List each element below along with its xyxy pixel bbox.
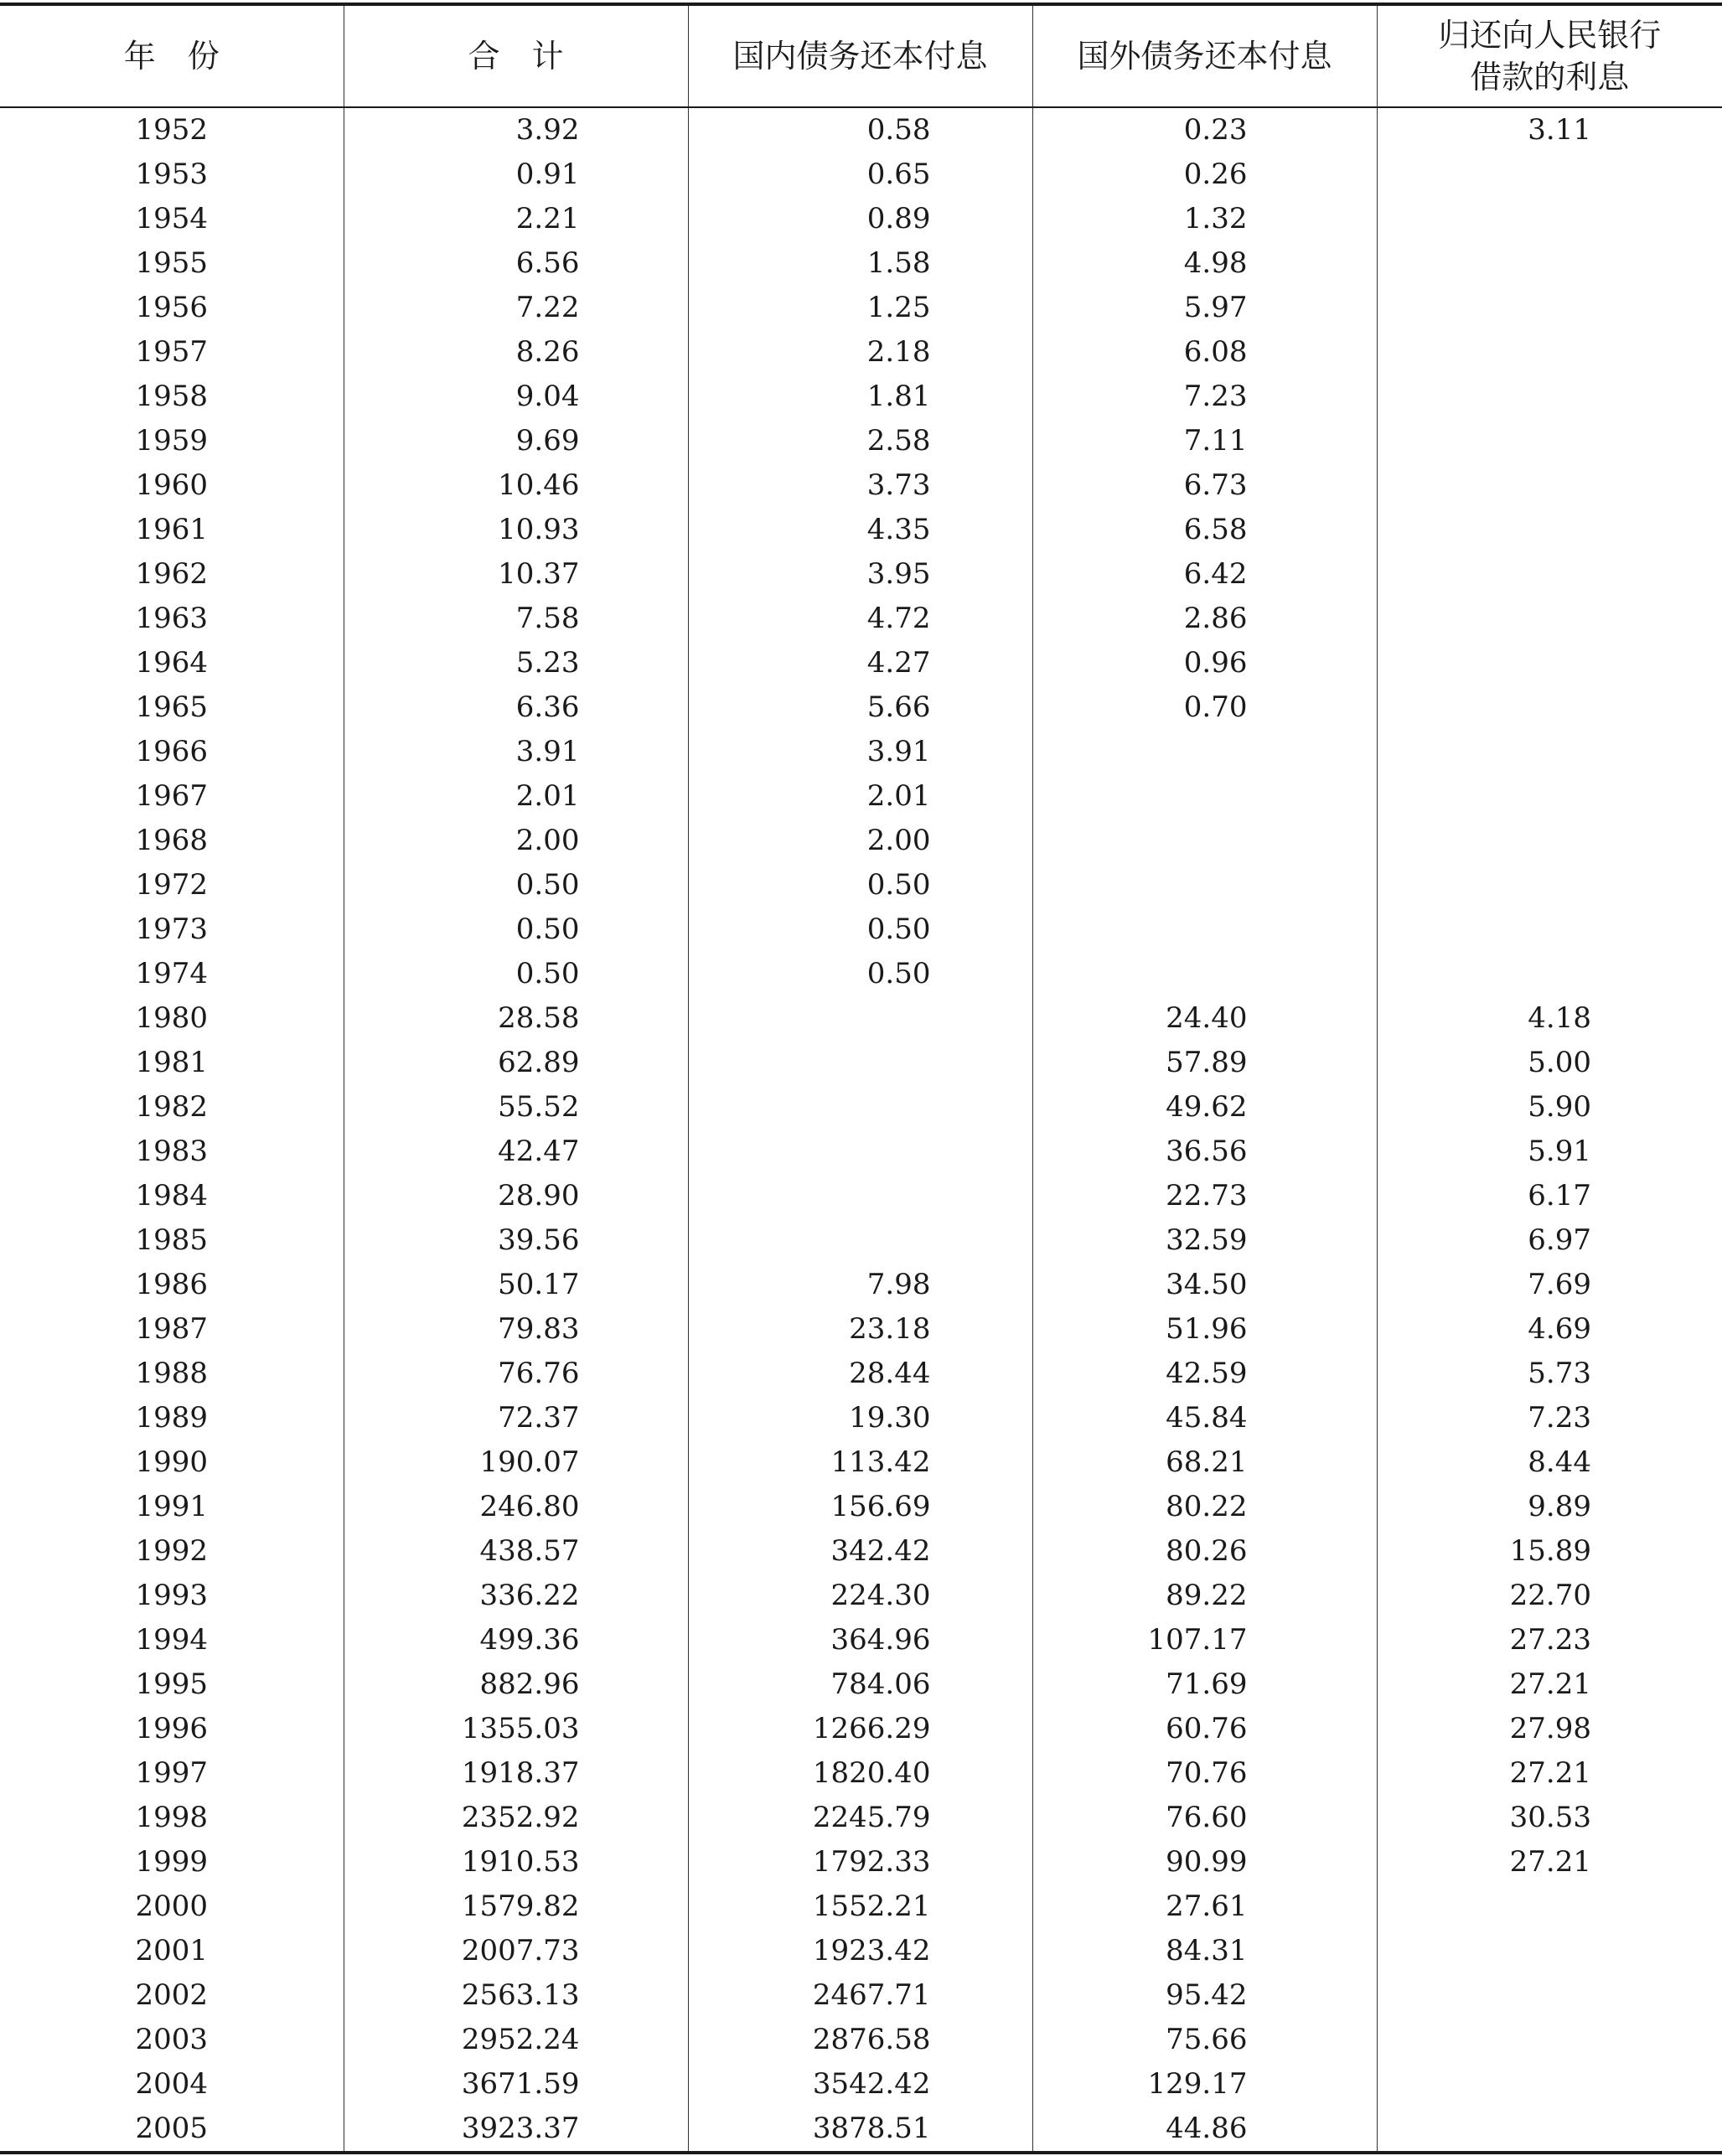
cell-domestic-debt: 0.50 xyxy=(688,952,1032,996)
cell-foreign-debt: 24.40 xyxy=(1032,996,1377,1041)
cell-pbc-loan-interest: 5.90 xyxy=(1377,1085,1722,1130)
table-row xyxy=(0,1218,1722,1263)
cell-foreign-debt: 7.11 xyxy=(1032,419,1377,463)
cell-total: 2352.92 xyxy=(344,1796,688,1840)
cell-year: 1956 xyxy=(135,291,209,324)
cell-pbc-loan-interest xyxy=(1377,153,1722,197)
table-row xyxy=(0,730,1722,774)
cell-foreign-debt: 84.31 xyxy=(1032,1929,1377,1973)
cell-pbc-loan-interest: 27.21 xyxy=(1377,1751,1722,1796)
cell-domestic-debt: 784.06 xyxy=(688,1662,1032,1707)
cell-pbc-loan-interest: 27.21 xyxy=(1377,1662,1722,1707)
header-pbc-loan-interest-text: 归还向人民银行借款的利息 xyxy=(1438,17,1662,96)
cell-year: 1959 xyxy=(135,424,209,458)
cell-domestic-debt: 156.69 xyxy=(688,1485,1032,1529)
table-row xyxy=(0,2107,1722,2153)
cell-total: 39.56 xyxy=(344,1218,688,1263)
cell-pbc-loan-interest: 7.23 xyxy=(1377,1396,1722,1440)
cell-total: 50.17 xyxy=(344,1263,688,1307)
cell-foreign-debt: 1.32 xyxy=(1032,197,1377,241)
cell-pbc-loan-interest xyxy=(1377,419,1722,463)
table-row xyxy=(0,1396,1722,1440)
cell-foreign-debt: 45.84 xyxy=(1032,1396,1377,1440)
table-row xyxy=(0,552,1722,597)
cell-pbc-loan-interest xyxy=(1377,2018,1722,2062)
cell-foreign-debt: 6.42 xyxy=(1032,552,1377,597)
table-row xyxy=(0,1574,1722,1618)
cell-total: 76.76 xyxy=(344,1352,688,1396)
table-row xyxy=(0,1130,1722,1174)
cell-total: 2.01 xyxy=(344,774,688,819)
table-row xyxy=(0,597,1722,641)
cell-total: 2.21 xyxy=(344,197,688,241)
cell-domestic-debt: 1792.33 xyxy=(688,1840,1032,1885)
cell-pbc-loan-interest: 3.11 xyxy=(1377,107,1722,153)
table-row xyxy=(0,1707,1722,1751)
cell-foreign-debt: 71.69 xyxy=(1032,1662,1377,1707)
cell-pbc-loan-interest: 5.00 xyxy=(1377,1041,1722,1085)
cell-pbc-loan-interest xyxy=(1377,463,1722,508)
table-row xyxy=(0,1885,1722,1929)
cell-pbc-loan-interest: 15.89 xyxy=(1377,1529,1722,1574)
cell-pbc-loan-interest xyxy=(1377,552,1722,597)
cell-total: 79.83 xyxy=(344,1307,688,1352)
cell-pbc-loan-interest: 27.21 xyxy=(1377,1840,1722,1885)
table-row xyxy=(0,508,1722,552)
cell-foreign-debt xyxy=(1032,819,1377,863)
cell-pbc-loan-interest: 9.89 xyxy=(1377,1485,1722,1529)
cell-total: 882.96 xyxy=(344,1662,688,1707)
cell-domestic-debt: 7.98 xyxy=(688,1263,1032,1307)
cell-year: 1958 xyxy=(135,380,209,413)
cell-domestic-debt: 113.42 xyxy=(688,1440,1032,1485)
cell-pbc-loan-interest xyxy=(1377,1885,1722,1929)
cell-year: 1961 xyxy=(135,513,209,546)
cell-foreign-debt: 0.26 xyxy=(1032,153,1377,197)
cell-year: 1955 xyxy=(135,246,209,280)
cell-total: 72.37 xyxy=(344,1396,688,1440)
cell-year: 1972 xyxy=(135,868,209,902)
cell-domestic-debt xyxy=(688,1085,1032,1130)
cell-domestic-debt: 4.35 xyxy=(688,508,1032,552)
header-year: 年 份 xyxy=(0,4,344,107)
cell-pbc-loan-interest: 30.53 xyxy=(1377,1796,1722,1840)
cell-total: 28.90 xyxy=(344,1174,688,1218)
cell-foreign-debt: 34.50 xyxy=(1032,1263,1377,1307)
cell-domestic-debt: 3878.51 xyxy=(688,2107,1032,2153)
cell-domestic-debt: 0.50 xyxy=(688,863,1032,907)
table-row xyxy=(0,685,1722,730)
cell-year: 1973 xyxy=(135,913,209,946)
cell-foreign-debt: 6.08 xyxy=(1032,330,1377,375)
cell-year: 1980 xyxy=(135,1001,209,1035)
cell-foreign-debt: 5.97 xyxy=(1032,286,1377,330)
cell-year: 1968 xyxy=(135,824,209,857)
cell-year: 1987 xyxy=(135,1312,209,1346)
table-row xyxy=(0,330,1722,375)
cell-total: 6.36 xyxy=(344,685,688,730)
cell-total: 2.00 xyxy=(344,819,688,863)
header-total: 合 计 xyxy=(344,4,688,107)
cell-domestic-debt: 19.30 xyxy=(688,1396,1032,1440)
cell-year: 2000 xyxy=(135,1890,209,1923)
cell-total: 6.56 xyxy=(344,241,688,286)
cell-pbc-loan-interest xyxy=(1377,641,1722,685)
cell-total: 10.93 xyxy=(344,508,688,552)
cell-domestic-debt: 4.72 xyxy=(688,597,1032,641)
table-row xyxy=(0,2018,1722,2062)
cell-domestic-debt: 2.01 xyxy=(688,774,1032,819)
table-row xyxy=(0,463,1722,508)
cell-year: 2005 xyxy=(0,2107,344,2153)
cell-total: 28.58 xyxy=(344,996,688,1041)
table-row xyxy=(0,952,1722,996)
table-row xyxy=(0,774,1722,819)
table-row xyxy=(0,863,1722,907)
table-row xyxy=(0,1174,1722,1218)
cell-total: 42.47 xyxy=(344,1130,688,1174)
cell-domestic-debt: 1.25 xyxy=(688,286,1032,330)
cell-domestic-debt: 342.42 xyxy=(688,1529,1032,1574)
cell-total: 0.50 xyxy=(344,863,688,907)
cell-foreign-debt xyxy=(1032,907,1377,952)
table-row xyxy=(0,996,1722,1041)
cell-domestic-debt xyxy=(688,1218,1032,1263)
table-body xyxy=(0,107,1722,2153)
cell-total: 5.23 xyxy=(344,641,688,685)
cell-total: 0.50 xyxy=(344,907,688,952)
cell-domestic-debt: 3.95 xyxy=(688,552,1032,597)
cell-domestic-debt: 23.18 xyxy=(688,1307,1032,1352)
cell-total: 7.58 xyxy=(344,597,688,641)
cell-total: 0.91 xyxy=(344,153,688,197)
cell-pbc-loan-interest xyxy=(1377,863,1722,907)
cell-total: 2007.73 xyxy=(344,1929,688,1973)
cell-year: 1964 xyxy=(135,646,209,680)
table-row xyxy=(0,1352,1722,1396)
cell-year: 2003 xyxy=(135,2023,209,2056)
cell-total: 1579.82 xyxy=(344,1885,688,1929)
cell-pbc-loan-interest: 27.23 xyxy=(1377,1618,1722,1662)
cell-year: 1962 xyxy=(135,557,209,591)
cell-domestic-debt: 3542.42 xyxy=(688,2062,1032,2107)
cell-pbc-loan-interest xyxy=(1377,907,1722,952)
table-row xyxy=(0,1618,1722,1662)
cell-domestic-debt: 224.30 xyxy=(688,1574,1032,1618)
cell-pbc-loan-interest: 7.69 xyxy=(1377,1263,1722,1307)
cell-year: 1990 xyxy=(135,1445,209,1479)
cell-pbc-loan-interest xyxy=(1377,508,1722,552)
cell-pbc-loan-interest xyxy=(1377,597,1722,641)
header-domestic-debt: 国内债务还本付息 xyxy=(688,4,1032,107)
cell-foreign-debt: 76.60 xyxy=(1032,1796,1377,1840)
cell-foreign-debt: 36.56 xyxy=(1032,1130,1377,1174)
table-row xyxy=(0,197,1722,241)
header-pbc-loan-interest xyxy=(1377,4,1722,107)
cell-foreign-debt: 6.73 xyxy=(1032,463,1377,508)
cell-year: 1954 xyxy=(135,202,209,235)
cell-domestic-debt: 0.58 xyxy=(688,107,1032,153)
cell-domestic-debt: 2467.71 xyxy=(688,1973,1032,2018)
cell-pbc-loan-interest: 5.91 xyxy=(1377,1130,1722,1174)
cell-year: 2001 xyxy=(135,1934,209,1967)
cell-pbc-loan-interest: 4.69 xyxy=(1377,1307,1722,1352)
cell-year: 1981 xyxy=(135,1046,209,1079)
table-row xyxy=(0,907,1722,952)
cell-total: 0.50 xyxy=(344,952,688,996)
cell-domestic-debt: 2.18 xyxy=(688,330,1032,375)
cell-pbc-loan-interest: 8.44 xyxy=(1377,1440,1722,1485)
cell-year: 1982 xyxy=(135,1090,209,1124)
cell-year: 1991 xyxy=(135,1490,209,1523)
table-row xyxy=(0,1307,1722,1352)
cell-domestic-debt: 2.00 xyxy=(688,819,1032,863)
cell-total: 246.80 xyxy=(344,1485,688,1529)
cell-pbc-loan-interest xyxy=(1377,375,1722,419)
table-row xyxy=(0,819,1722,863)
cell-foreign-debt: 80.22 xyxy=(1032,1485,1377,1529)
cell-domestic-debt xyxy=(688,1130,1032,1174)
table-header xyxy=(0,4,1722,107)
cell-domestic-debt: 3.91 xyxy=(688,730,1032,774)
cell-year: 1984 xyxy=(135,1179,209,1212)
header-row xyxy=(0,4,1722,107)
cell-pbc-loan-interest xyxy=(1377,241,1722,286)
cell-year: 2004 xyxy=(135,2067,209,2101)
cell-total: 1918.37 xyxy=(344,1751,688,1796)
cell-total: 7.22 xyxy=(344,286,688,330)
cell-pbc-loan-interest xyxy=(1377,685,1722,730)
table-row xyxy=(0,1796,1722,1840)
cell-year: 1997 xyxy=(135,1756,209,1790)
table-row xyxy=(0,641,1722,685)
cell-total: 55.52 xyxy=(344,1085,688,1130)
cell-year: 1953 xyxy=(135,158,209,191)
cell-year: 1995 xyxy=(135,1667,209,1701)
cell-year: 2002 xyxy=(135,1978,209,2012)
cell-foreign-debt: 44.86 xyxy=(1032,2107,1377,2153)
cell-pbc-loan-interest xyxy=(1377,819,1722,863)
cell-pbc-loan-interest: 6.17 xyxy=(1377,1174,1722,1218)
cell-total: 62.89 xyxy=(344,1041,688,1085)
cell-foreign-debt: 68.21 xyxy=(1032,1440,1377,1485)
cell-total: 2563.13 xyxy=(344,1973,688,2018)
cell-total: 9.04 xyxy=(344,375,688,419)
table-row xyxy=(0,1440,1722,1485)
cell-pbc-loan-interest xyxy=(1377,774,1722,819)
cell-year: 1983 xyxy=(135,1135,209,1168)
cell-foreign-debt: 60.76 xyxy=(1032,1707,1377,1751)
cell-pbc-loan-interest xyxy=(1377,1973,1722,2018)
cell-year: 1988 xyxy=(135,1357,209,1390)
cell-pbc-loan-interest xyxy=(1377,730,1722,774)
cell-total: 10.37 xyxy=(344,552,688,597)
cell-foreign-debt: 107.17 xyxy=(1032,1618,1377,1662)
cell-foreign-debt xyxy=(1032,730,1377,774)
table-row xyxy=(0,1529,1722,1574)
table-row xyxy=(0,1929,1722,1973)
cell-year: 1966 xyxy=(135,735,209,768)
cell-pbc-loan-interest: 27.98 xyxy=(1377,1707,1722,1751)
cell-domestic-debt: 1266.29 xyxy=(688,1707,1032,1751)
cell-total: 499.36 xyxy=(344,1618,688,1662)
cell-domestic-debt: 1.81 xyxy=(688,375,1032,419)
cell-pbc-loan-interest xyxy=(1377,197,1722,241)
cell-foreign-debt: 129.17 xyxy=(1032,2062,1377,2107)
cell-year: 1960 xyxy=(135,468,209,502)
cell-domestic-debt xyxy=(688,1041,1032,1085)
cell-domestic-debt: 5.66 xyxy=(688,685,1032,730)
cell-year: 1989 xyxy=(135,1401,209,1435)
cell-pbc-loan-interest: 5.73 xyxy=(1377,1352,1722,1396)
cell-foreign-debt: 27.61 xyxy=(1032,1885,1377,1929)
cell-foreign-debt: 80.26 xyxy=(1032,1529,1377,1574)
cell-year: 1986 xyxy=(135,1268,209,1301)
cell-foreign-debt: 89.22 xyxy=(1032,1574,1377,1618)
table-row xyxy=(0,1973,1722,2018)
cell-foreign-debt: 6.58 xyxy=(1032,508,1377,552)
cell-foreign-debt: 70.76 xyxy=(1032,1751,1377,1796)
cell-total: 438.57 xyxy=(344,1529,688,1574)
cell-total: 336.22 xyxy=(344,1574,688,1618)
cell-year: 1965 xyxy=(135,690,209,724)
cell-foreign-debt: 0.96 xyxy=(1032,641,1377,685)
cell-year: 1996 xyxy=(135,1712,209,1745)
cell-total: 10.46 xyxy=(344,463,688,508)
cell-foreign-debt: 22.73 xyxy=(1032,1174,1377,1218)
cell-total: 3.91 xyxy=(344,730,688,774)
cell-foreign-debt: 57.89 xyxy=(1032,1041,1377,1085)
cell-domestic-debt: 28.44 xyxy=(688,1352,1032,1396)
cell-year: 1993 xyxy=(135,1579,209,1612)
table-row xyxy=(0,286,1722,330)
cell-foreign-debt: 95.42 xyxy=(1032,1973,1377,2018)
cell-pbc-loan-interest xyxy=(1377,286,1722,330)
cell-foreign-debt: 2.86 xyxy=(1032,597,1377,641)
cell-domestic-debt: 2876.58 xyxy=(688,2018,1032,2062)
cell-domestic-debt: 364.96 xyxy=(688,1618,1032,1662)
cell-foreign-debt: 0.23 xyxy=(1032,107,1377,153)
cell-foreign-debt xyxy=(1032,863,1377,907)
table-row xyxy=(0,1263,1722,1307)
cell-foreign-debt: 49.62 xyxy=(1032,1085,1377,1130)
cell-foreign-debt: 42.59 xyxy=(1032,1352,1377,1396)
cell-total: 3.92 xyxy=(344,107,688,153)
table-row xyxy=(0,1751,1722,1796)
cell-year: 1992 xyxy=(135,1534,209,1568)
cell-domestic-debt: 1552.21 xyxy=(688,1885,1032,1929)
cell-total: 1355.03 xyxy=(344,1707,688,1751)
cell-year: 1998 xyxy=(135,1801,209,1834)
cell-pbc-loan-interest: 6.97 xyxy=(1377,1218,1722,1263)
cell-pbc-loan-interest: 22.70 xyxy=(1377,1574,1722,1618)
cell-domestic-debt: 4.27 xyxy=(688,641,1032,685)
cell-domestic-debt: 1923.42 xyxy=(688,1929,1032,1973)
cell-foreign-debt: 51.96 xyxy=(1032,1307,1377,1352)
cell-domestic-debt xyxy=(688,996,1032,1041)
cell-foreign-debt: 0.70 xyxy=(1032,685,1377,730)
cell-total: 1910.53 xyxy=(344,1840,688,1885)
cell-year: 1957 xyxy=(135,335,209,369)
cell-domestic-debt xyxy=(688,1174,1032,1218)
cell-total: 9.69 xyxy=(344,419,688,463)
cell-pbc-loan-interest xyxy=(1377,2107,1722,2153)
cell-foreign-debt: 7.23 xyxy=(1032,375,1377,419)
cell-foreign-debt: 90.99 xyxy=(1032,1840,1377,1885)
cell-pbc-loan-interest xyxy=(1377,1929,1722,1973)
cell-domestic-debt: 0.89 xyxy=(688,197,1032,241)
cell-foreign-debt: 4.98 xyxy=(1032,241,1377,286)
cell-foreign-debt xyxy=(1032,774,1377,819)
cell-pbc-loan-interest xyxy=(1377,2062,1722,2107)
cell-year: 1999 xyxy=(135,1845,209,1879)
cell-domestic-debt: 0.50 xyxy=(688,907,1032,952)
cell-domestic-debt: 1820.40 xyxy=(688,1751,1032,1796)
cell-pbc-loan-interest xyxy=(1377,330,1722,375)
cell-total: 3671.59 xyxy=(344,2062,688,2107)
cell-year: 1985 xyxy=(135,1223,209,1257)
cell-domestic-debt: 2245.79 xyxy=(688,1796,1032,1840)
table-row xyxy=(0,153,1722,197)
cell-year: 1974 xyxy=(135,957,209,990)
cell-domestic-debt: 3.73 xyxy=(688,463,1032,508)
cell-year: 1952 xyxy=(135,113,209,147)
cell-total: 8.26 xyxy=(344,330,688,375)
table-row xyxy=(0,1662,1722,1707)
cell-year: 1963 xyxy=(135,602,209,635)
cell-foreign-debt xyxy=(1032,952,1377,996)
table-row xyxy=(0,375,1722,419)
cell-domestic-debt: 0.65 xyxy=(688,153,1032,197)
table-row xyxy=(0,1485,1722,1529)
table-row xyxy=(0,2062,1722,2107)
cell-pbc-loan-interest: 4.18 xyxy=(1377,996,1722,1041)
cell-pbc-loan-interest xyxy=(1377,952,1722,996)
table-row xyxy=(0,1085,1722,1130)
cell-year: 1994 xyxy=(135,1623,209,1657)
cell-year: 1967 xyxy=(135,779,209,813)
cell-total: 3923.37 xyxy=(344,2107,688,2153)
table-row xyxy=(0,419,1722,463)
cell-total: 190.07 xyxy=(344,1440,688,1485)
cell-domestic-debt: 2.58 xyxy=(688,419,1032,463)
cell-total: 2952.24 xyxy=(344,2018,688,2062)
table-row xyxy=(0,1041,1722,1085)
table-row xyxy=(0,1840,1722,1885)
cell-domestic-debt: 1.58 xyxy=(688,241,1032,286)
header-foreign-debt: 国外债务还本付息 xyxy=(1032,4,1377,107)
cell-foreign-debt: 75.66 xyxy=(1032,2018,1377,2062)
table-row xyxy=(0,241,1722,286)
table-row xyxy=(0,107,1722,153)
cell-foreign-debt: 32.59 xyxy=(1032,1218,1377,1263)
debt-service-table xyxy=(0,3,1722,2154)
